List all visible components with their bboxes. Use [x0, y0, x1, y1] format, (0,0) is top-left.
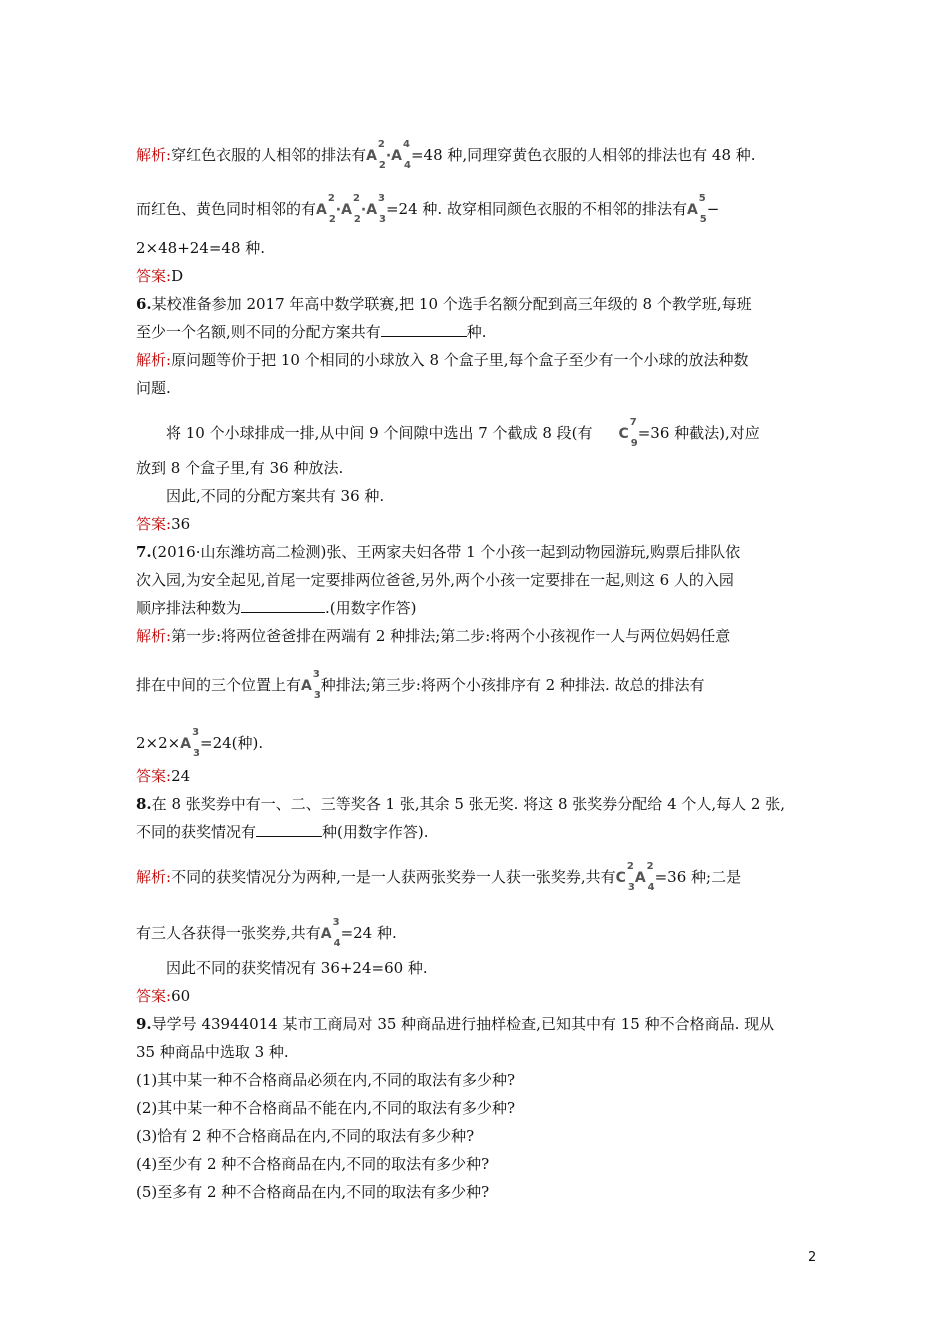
q6-analysis-line-4: 放到 8 个盒子里,有 36 种放法.: [136, 459, 344, 477]
q7-analysis-line-2: 排在中间的三个位置上有$A^3_3$种排法;第三步:将两个小孩排序有 2 种排法. 故总的排法有: [136, 669, 705, 701]
q7-stem-line-2: 次入园,为安全起见,首尾一定要排两位爸爸,另外,两个小孩一定要排在一起,则这 6 人的入园: [136, 571, 734, 589]
q7-stem-line-3: 顺序排法种数为 .(用数字作答): [136, 599, 417, 617]
q9-stem-line-1: 9.导学号 43944014 某市工商局对 35 种商品进行抽样检查,已知其中有 15 种不合格商品. 现从: [136, 1015, 775, 1033]
q6-analysis-line-2: 问题.: [136, 379, 171, 397]
analysis-label: 解析:: [136, 868, 172, 886]
formula-a33: $A^3_3$: [301, 669, 321, 701]
q6-analysis-line-5: 因此,不同的分配方案共有 36 种.: [166, 487, 385, 505]
q5-analysis-line-2: 而红色、黄色同时相邻的有$A^2_2\cdot A^2_2\cdot A^3_3=24$ 种. 故穿相同颜色衣服的不相邻的排法有$A^5_5-$: [136, 193, 720, 225]
q9-part-5: (5)至多有 2 种不合格商品在内,不同的取法有多少种?: [136, 1183, 490, 1201]
answer-blank: [381, 322, 467, 337]
q5-analysis-line-1: 解析:穿红色衣服的人相邻的排法有$A^2_2\cdot A^4_4=48$ 种,同理穿黄色衣服的人相邻的排法也有 48 种.: [136, 139, 756, 171]
answer-blank: [241, 598, 325, 613]
q5-answer: 答案:D: [136, 267, 184, 285]
q9-stem-line-2: 35 种商品中选取 3 种.: [136, 1043, 289, 1061]
q5-analysis-line-3: 2×48+24=48 种.: [136, 239, 266, 257]
q8-answer: 答案:60: [136, 987, 191, 1005]
q6-answer: 答案:36: [136, 515, 191, 533]
q7-analysis-line-3: $2\times 2\times A^3_3=24$(种).: [136, 727, 264, 759]
formula-c32-a42: $C^2_3A^2_4$: [615, 861, 655, 893]
formula-c97: $C^7_9$: [618, 417, 638, 449]
q6-stem-line-2: 至少一个名额,则不同的分配方案共有 种.: [136, 323, 487, 341]
answer-label: 答案:: [136, 767, 172, 785]
answer-blank: [256, 822, 322, 837]
q9-part-4: (4)至少有 2 种不合格商品在内,不同的取法有多少种?: [136, 1155, 490, 1173]
page-number: 2: [808, 1250, 817, 1265]
formula-a43: $A^3_4$: [320, 917, 341, 949]
formula-a22-a22-a33: $A^2_2\cdot A^2_2\cdot A^3_3$: [316, 193, 386, 225]
answer-label: 答案:: [136, 267, 172, 285]
question-number: 9.: [136, 1015, 152, 1033]
q9-part-1: (1)其中某一种不合格商品必须在内,不同的取法有多少种?: [136, 1071, 516, 1089]
analysis-label: 解析:: [136, 146, 172, 164]
q8-analysis-line-1: 解析:不同的获奖情况分为两种,一是一人获两张奖券一人获一张奖券,共有$C^2_3A^2_4=36$ 种;二是: [136, 861, 742, 893]
formula-a22-a44: $A^2_2\cdot A^4_4$: [366, 139, 411, 171]
answer-label: 答案:: [136, 515, 172, 533]
analysis-label: 解析:: [136, 627, 172, 645]
question-number: 6.: [136, 295, 152, 313]
answer-label: 答案:: [136, 987, 172, 1005]
q6-analysis-line-1: 解析:原问题等价于把 10 个相同的小球放入 8 个盒子里,每个盒子至少有一个小球的放法种数: [136, 351, 749, 369]
q8-analysis-line-2: 有三人各获得一张奖券,共有$A^3_4=24$ 种.: [136, 917, 397, 949]
q7-answer: 答案:24: [136, 767, 191, 785]
q6-stem-line-1: 6.某校准备参加 2017 年高中数学联赛,把 10 个选手名额分配到高三年级的 8 个教学班,每班: [136, 295, 752, 313]
q8-stem-line-1: 8.在 8 张奖券中有一、二、三等奖各 1 张,其余 5 张无奖. 将这 8 张奖券分配给 4 个人,每人 2 张,: [136, 795, 785, 813]
q6-analysis-line-3: 将 10 个小球排成一排,从中间 9 个间隙中选出 7 个截成 8 段(有 $C^7_9=36$ 种截法),对应: [166, 417, 760, 449]
analysis-label: 解析:: [136, 351, 172, 369]
formula-a55: $A^5_5$: [686, 193, 707, 225]
q7-analysis-line-1: 解析:第一步:将两位爸爸排在两端有 2 种排法;第二步:将两个小孩视作一人与两位妈妈任意: [136, 627, 731, 645]
question-number: 7.: [136, 543, 152, 561]
formula-a33: $A^3_3$: [180, 727, 201, 759]
q7-stem-line-1: 7.(2016·山东潍坊高二检测)张、王两家夫妇各带 1 个小孩一起到动物园游玩,购票后排队依: [136, 543, 741, 561]
q8-analysis-line-3: 因此不同的获奖情况有 36+24=60 种.: [166, 959, 428, 977]
question-number: 8.: [136, 795, 152, 813]
q9-part-3: (3)恰有 2 种不合格商品在内,不同的取法有多少种?: [136, 1127, 475, 1145]
q9-part-2: (2)其中某一种不合格商品不能在内,不同的取法有多少种?: [136, 1099, 516, 1117]
q8-stem-line-2: 不同的获奖情况有 种(用数字作答).: [136, 823, 429, 841]
